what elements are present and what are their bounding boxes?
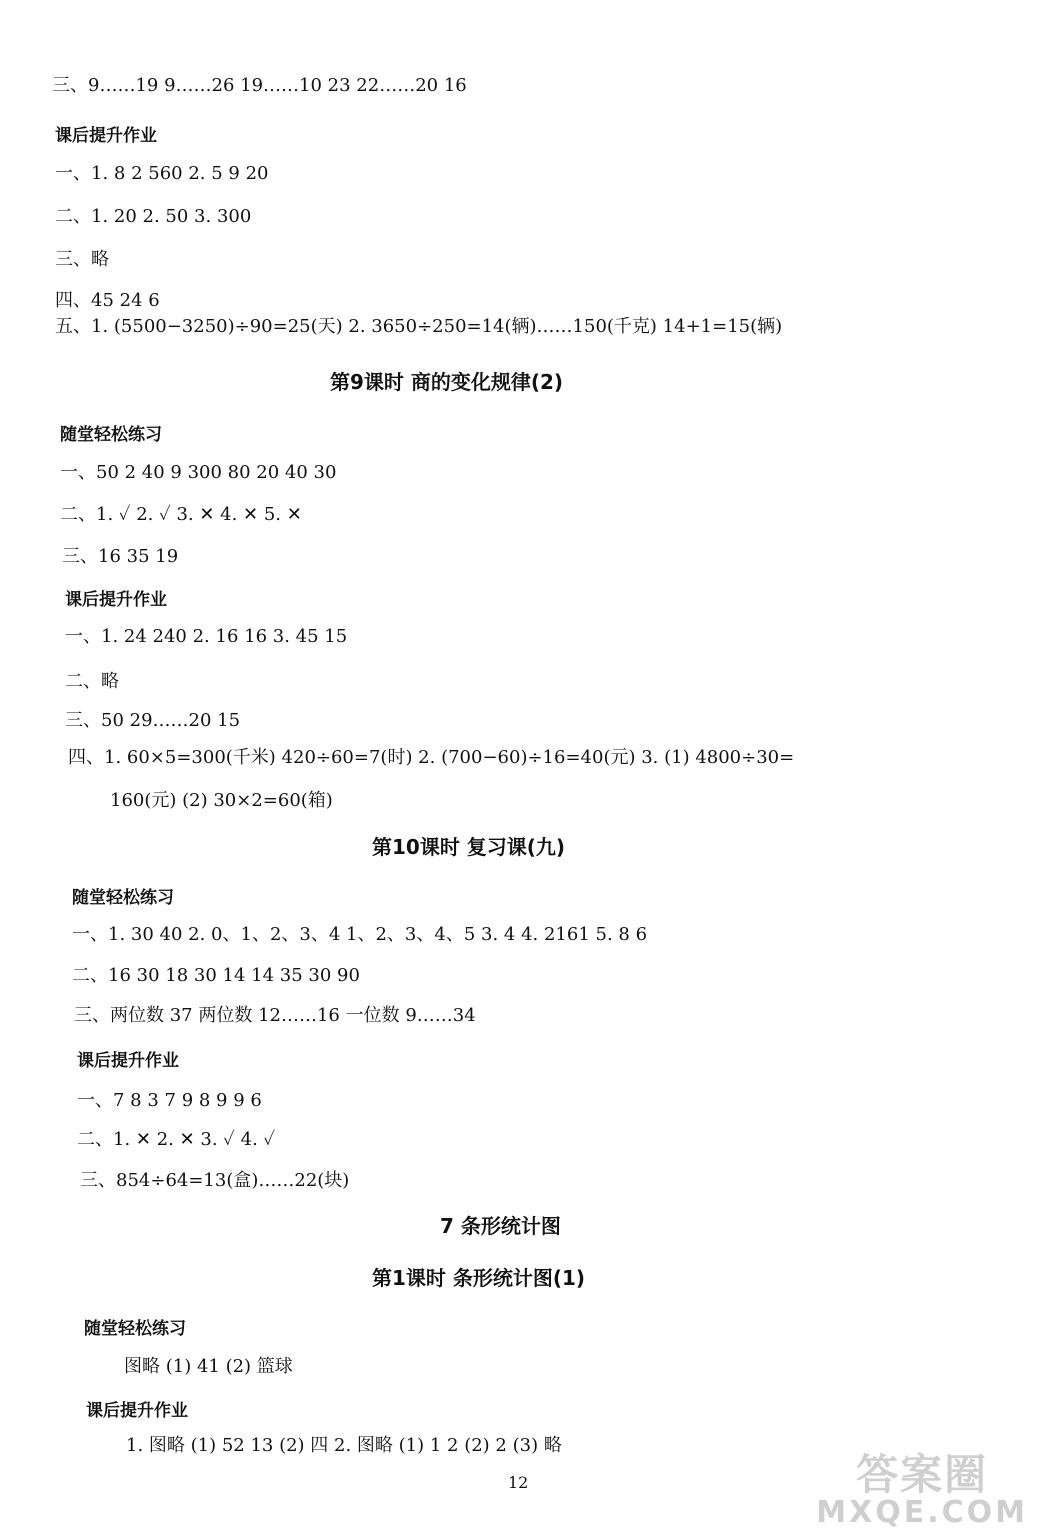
page-number: 12 — [508, 1473, 529, 1492]
watermark-url: MXQE.COM — [816, 1495, 1028, 1530]
section-subheading: 课后提升作业 — [77, 1051, 179, 1071]
answer-line: 二、1. ✓ 2. ✓ 3. ✕ 4. ✕ 5. ✕ — [60, 504, 302, 525]
answer-line: 三、50 29……20 15 — [65, 710, 241, 731]
answer-line: 一、1. 24 240 2. 16 16 3. 45 15 — [65, 626, 348, 647]
answer-line: 三、9……19 9……26 19……10 23 22……20 16 — [52, 75, 467, 96]
section-subheading: 课后提升作业 — [55, 126, 157, 146]
answer-line: 五、1. (5500−3250)÷90=25(天) 2. 3650÷250=14(辆)……150(千克) 14+1=15(辆) — [55, 316, 783, 337]
answer-line: 二、1. 20 2. 50 3. 300 — [55, 206, 252, 227]
answer-line: 图略 (1) 41 (2) 篮球 — [124, 1356, 293, 1377]
unit-title: 7 条形统计图 — [440, 1214, 561, 1238]
section-subheading: 随堂轻松练习 — [60, 425, 162, 445]
lesson-title: 第10课时 复习课(九) — [372, 835, 566, 859]
answer-line: 三、略 — [55, 249, 109, 270]
lesson-title: 第9课时 商的变化规律(2) — [330, 370, 564, 394]
answer-line: 二、16 30 18 30 14 14 35 30 90 — [72, 965, 360, 986]
watermark-text: 答案圈 — [856, 1450, 989, 1499]
answer-line: 一、1. 8 2 560 2. 5 9 20 — [55, 163, 269, 184]
section-subheading: 随堂轻松练习 — [84, 1319, 186, 1339]
answer-line: 四、45 24 6 — [55, 290, 160, 311]
section-subheading: 随堂轻松练习 — [72, 888, 174, 908]
lesson-title: 第1课时 条形统计图(1) — [372, 1266, 586, 1290]
answer-line: 160(元) (2) 30×2=60(箱) — [110, 790, 333, 811]
section-subheading: 课后提升作业 — [65, 590, 167, 610]
answer-line: 一、50 2 40 9 300 80 20 40 30 — [60, 462, 337, 483]
answer-line: 三、16 35 19 — [62, 546, 179, 567]
answer-line: 1. 图略 (1) 52 13 (2) 四 2. 图略 (1) 1 2 (2) 2 (3) 略 — [126, 1435, 562, 1456]
answer-line: 二、1. ✕ 2. ✕ 3. ✓ 4. ✓ — [77, 1129, 276, 1150]
answer-line: 一、1. 30 40 2. 0、1、2、3、4 1、2、3、4、5 3. 4 4. 2161 5. 8 6 — [72, 924, 648, 945]
answer-line: 三、两位数 37 两位数 12……16 一位数 9……34 — [74, 1005, 476, 1026]
answer-line: 二、略 — [65, 671, 119, 692]
watermark-logo — [816, 1450, 1028, 1530]
section-subheading: 课后提升作业 — [86, 1401, 188, 1421]
answer-line: 三、854÷64=13(盒)……22(块) — [80, 1170, 350, 1191]
answer-line: 一、7 8 3 7 9 8 9 9 6 — [77, 1090, 262, 1111]
answer-line: 四、1. 60×5=300(千米) 420÷60=7(时) 2. (700−60)÷16=40(元) 3. (1) 4800÷30= — [68, 747, 795, 768]
